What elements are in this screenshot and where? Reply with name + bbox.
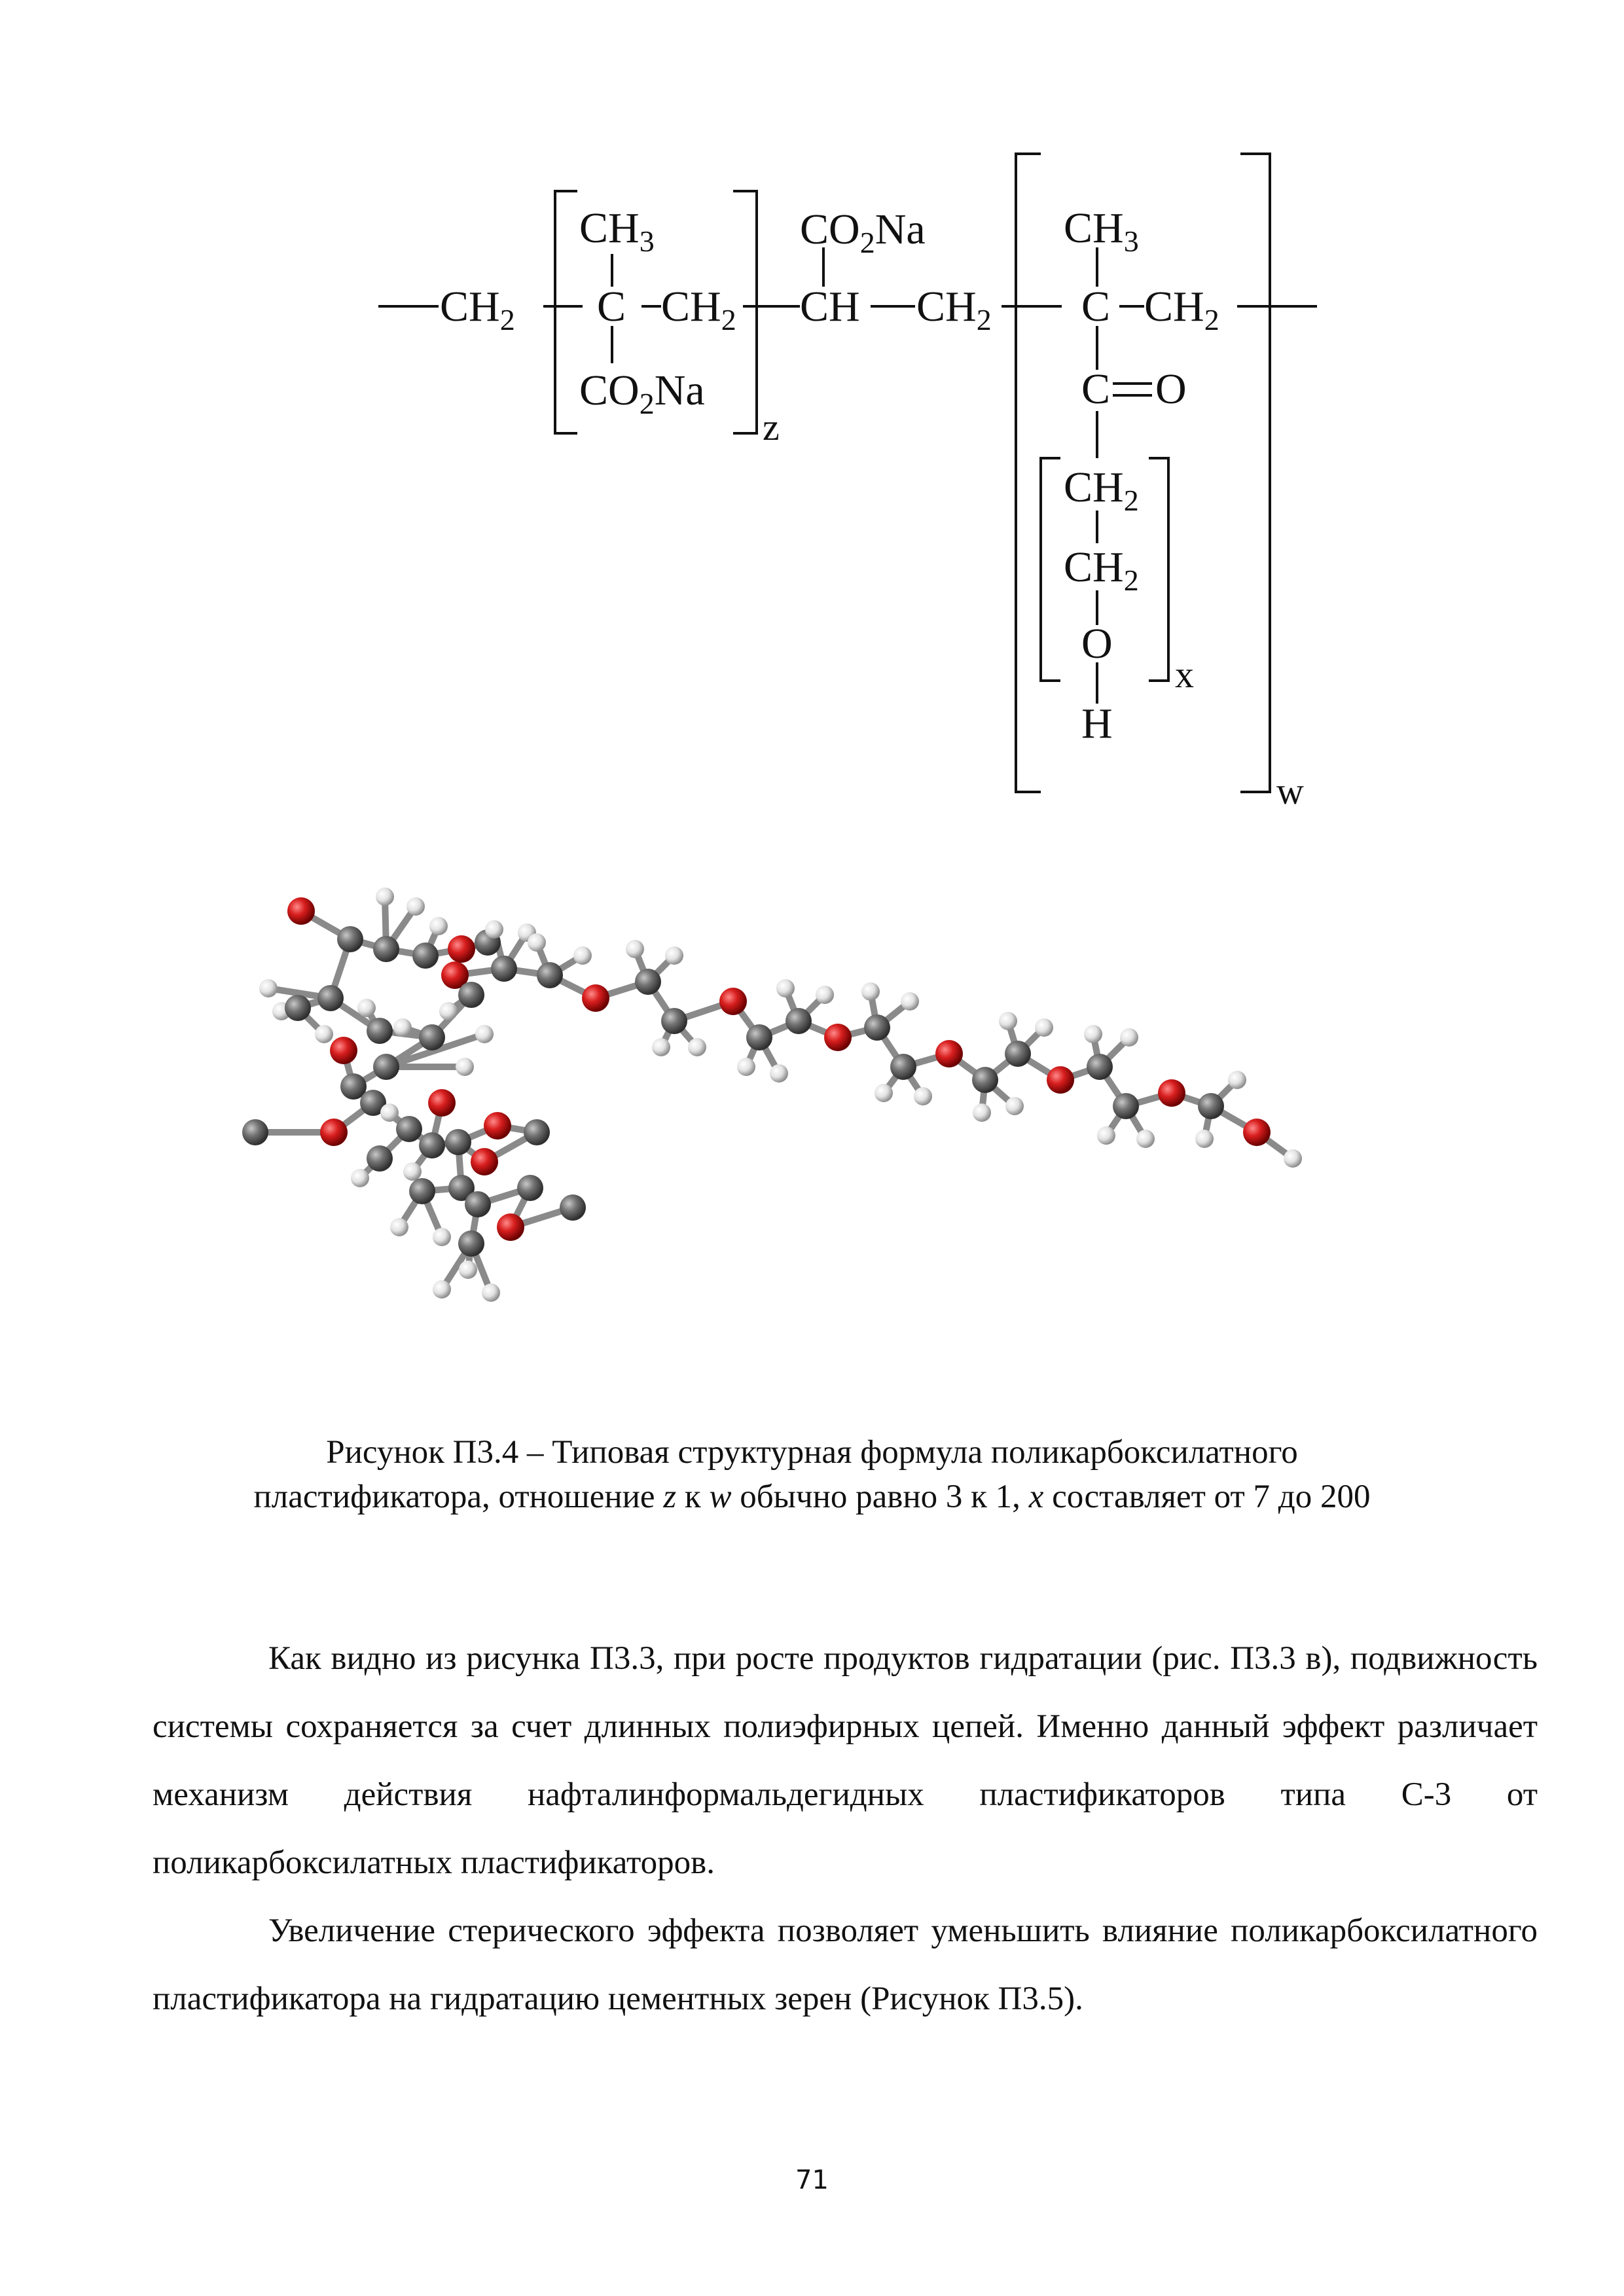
- oxygen-atom: [1158, 1079, 1185, 1107]
- carbon-atom: [465, 1191, 491, 1217]
- oxygen-atom: [448, 935, 475, 963]
- hydrogen-atom: [999, 1012, 1017, 1030]
- carbon-atom: [373, 936, 399, 962]
- oxygen-atom: [1047, 1066, 1074, 1094]
- formula-labels: [440, 204, 1304, 812]
- body-paragraph-1: Как видно из рисунка П3.3, при росте продуктов гидратации (рис. П3.3 в), подвижность системы сохраняется за счет длинных полиэфирных цепей. Именно данный эффект различает механизм действия нафталинформальдегидных пластификаторов типа С-3 от поликарбоксилатных пластификаторов.: [153, 1640, 1538, 1881]
- hydrogen-atom: [1136, 1130, 1155, 1148]
- hydrogen-atom: [315, 1025, 333, 1043]
- hydrogen-atom: [357, 999, 376, 1017]
- ch2-left: $CH_2$: [440, 283, 515, 336]
- carbon-atom: [890, 1054, 916, 1080]
- oxygen-atom: [935, 1040, 963, 1067]
- carbon-atom: [746, 1024, 772, 1050]
- hydrogen-atom: [485, 920, 503, 939]
- caption-line-2: [131, 1475, 1493, 1519]
- oxygen-atom: [320, 1119, 348, 1146]
- hydrogen-atom: [482, 1283, 500, 1302]
- page-number: 71: [795, 2165, 829, 2195]
- oxygen-atom: [582, 984, 609, 1012]
- hydrogen-atom: [688, 1038, 706, 1056]
- hydrogen-atom: [737, 1058, 755, 1076]
- carbon-atom: [317, 985, 344, 1011]
- hydrogen-atom: [1005, 1097, 1024, 1115]
- hydrogen-atom: [259, 979, 278, 997]
- carbon-atom: [396, 1116, 422, 1142]
- oxygen-atom: [287, 897, 315, 925]
- carbon-atom: [517, 1175, 543, 1201]
- carbon-atom: [285, 995, 311, 1021]
- hydrogen-atom: [816, 986, 834, 1004]
- carbon-atom: [367, 1018, 393, 1044]
- hydrogen-atom: [1035, 1018, 1053, 1037]
- caption-var-x: x: [1028, 1479, 1044, 1515]
- co2na-mid: $CO_2Na$: [800, 206, 926, 259]
- carbon-atom: [373, 1054, 399, 1080]
- carbon-atom: [1087, 1054, 1113, 1080]
- carbon-atom: [242, 1119, 268, 1145]
- hydrogen-atom: [380, 1103, 399, 1122]
- subscript-w: w: [1276, 770, 1304, 812]
- caption-part-c: обычно равно 3 к 1,: [731, 1479, 1029, 1515]
- carbon-atom: [560, 1194, 586, 1221]
- hydrogen-atom: [456, 1058, 474, 1076]
- molecule-bonds: [255, 897, 1293, 1293]
- hydrogen-atom: [573, 946, 592, 965]
- hydrogen-atom: [1284, 1149, 1302, 1168]
- oxygen-atom: [428, 1089, 456, 1117]
- carbon-atom: [412, 942, 439, 969]
- carbon-atom: [1005, 1041, 1031, 1067]
- hydrogen-atom: [665, 946, 683, 965]
- o-ether: O: [1081, 620, 1113, 668]
- ch2-ether-1: $CH_2$: [1064, 463, 1139, 517]
- carbon-atom: [367, 1145, 393, 1172]
- caption-part-a: пластификатора, отношение: [253, 1479, 664, 1515]
- ch2-ether-2: $CH_2$: [1064, 543, 1139, 597]
- hydrogen-atom: [1120, 1028, 1138, 1047]
- c-carbonyl: C: [1081, 365, 1111, 413]
- carbon-atom: [785, 1008, 812, 1034]
- hydrogen-atom: [459, 1261, 477, 1279]
- carbon-atom: [419, 1024, 445, 1050]
- carbon-atom: [419, 1132, 445, 1158]
- carbon-atom: [972, 1067, 998, 1093]
- o-carbonyl: O: [1155, 365, 1187, 413]
- structural-formula: [0, 0, 1624, 851]
- ch2-w: $CH_2$: [1144, 283, 1219, 336]
- hydrogen-atom: [433, 1228, 451, 1246]
- c-w: C: [1081, 283, 1111, 331]
- hydrogen-atom: [875, 1084, 893, 1102]
- molecule-3d-model: [216, 870, 1479, 1433]
- oxygen-atom: [824, 1024, 852, 1051]
- carbon-atom: [537, 962, 563, 988]
- caption-line-1: Рисунок П3.4 – Типовая структурная формула поликарбоксилатного: [326, 1434, 1298, 1471]
- carbon-atom: [409, 1178, 435, 1204]
- caption-part-d: составляет от 7 до 200: [1043, 1479, 1371, 1515]
- hydrogen-atom: [861, 982, 880, 1001]
- c-z: C: [597, 283, 626, 331]
- body-paragraph-2: Увеличение стерического эффекта позволяет уменьшить влияние поликарбоксилатного пластификатора на гидратацию цементных зерен (Рисунок П3.5).: [153, 1912, 1538, 2017]
- hydrogen-atom: [376, 888, 394, 906]
- carbon-atom: [337, 926, 363, 952]
- caption-var-w: w: [709, 1479, 732, 1515]
- hydrogen-atom: [626, 940, 644, 958]
- oxygen-atom: [484, 1112, 511, 1139]
- hydrogen-atom: [652, 1038, 670, 1056]
- subscript-z: z: [763, 406, 780, 448]
- ch3-z: $CH_3$: [579, 204, 655, 258]
- hydrogen-atom: [429, 917, 448, 935]
- hydrogen-atom: [1097, 1126, 1115, 1145]
- hydrogen-atom: [973, 1103, 991, 1122]
- carbon-atom: [458, 982, 484, 1008]
- hydrogen-atom: [406, 897, 425, 916]
- figure-caption: [131, 1430, 1493, 1519]
- carbon-atom: [1198, 1093, 1224, 1119]
- co2na-z: $CO_2Na$: [579, 367, 705, 420]
- ch3-w: $CH_3$: [1064, 204, 1139, 258]
- hydrogen-atom: [439, 1002, 458, 1020]
- hydrogen-atom: [433, 1280, 451, 1299]
- oxygen-atom: [330, 1037, 357, 1064]
- hydrogen-atom: [475, 1025, 494, 1043]
- carbon-atom: [661, 1008, 687, 1034]
- hydrogen-atom: [1195, 1130, 1214, 1148]
- hydrogen-atom: [1228, 1071, 1246, 1089]
- oxygen-atom: [719, 988, 747, 1015]
- ch-mid: CH: [800, 283, 860, 331]
- carbon-atom: [635, 969, 661, 995]
- hydrogen-atom: [776, 979, 795, 997]
- caption-var-z: z: [663, 1479, 677, 1515]
- hydrogen-atom: [351, 1169, 369, 1187]
- hydrogen-atom: [770, 1064, 788, 1083]
- hydrogen-atom: [914, 1087, 932, 1105]
- carbon-atom: [524, 1119, 550, 1145]
- carbon-atom: [864, 1014, 890, 1041]
- ch2-mid: $CH_2$: [916, 283, 992, 336]
- carbon-atom: [458, 1230, 484, 1257]
- hydrogen-atom: [390, 1218, 408, 1236]
- oxygen-atom: [1243, 1119, 1271, 1146]
- hydrogen-atom: [393, 1018, 412, 1037]
- hydrogen-atom: [901, 992, 919, 1011]
- carbon-atom: [1113, 1093, 1139, 1119]
- ch2-z: $CH_2$: [661, 283, 736, 336]
- hydrogen-atom: [403, 1162, 422, 1181]
- oxygen-atom: [497, 1213, 524, 1241]
- oxygen-atom: [471, 1148, 498, 1175]
- caption-part-b: к: [676, 1479, 710, 1515]
- hydrogen-atom: [1084, 1025, 1102, 1043]
- hydrogen-atom: [528, 933, 546, 952]
- carbon-atom: [445, 1129, 471, 1155]
- h-terminal: H: [1081, 700, 1113, 747]
- carbon-atom: [491, 956, 517, 982]
- subscript-x: x: [1175, 653, 1194, 696]
